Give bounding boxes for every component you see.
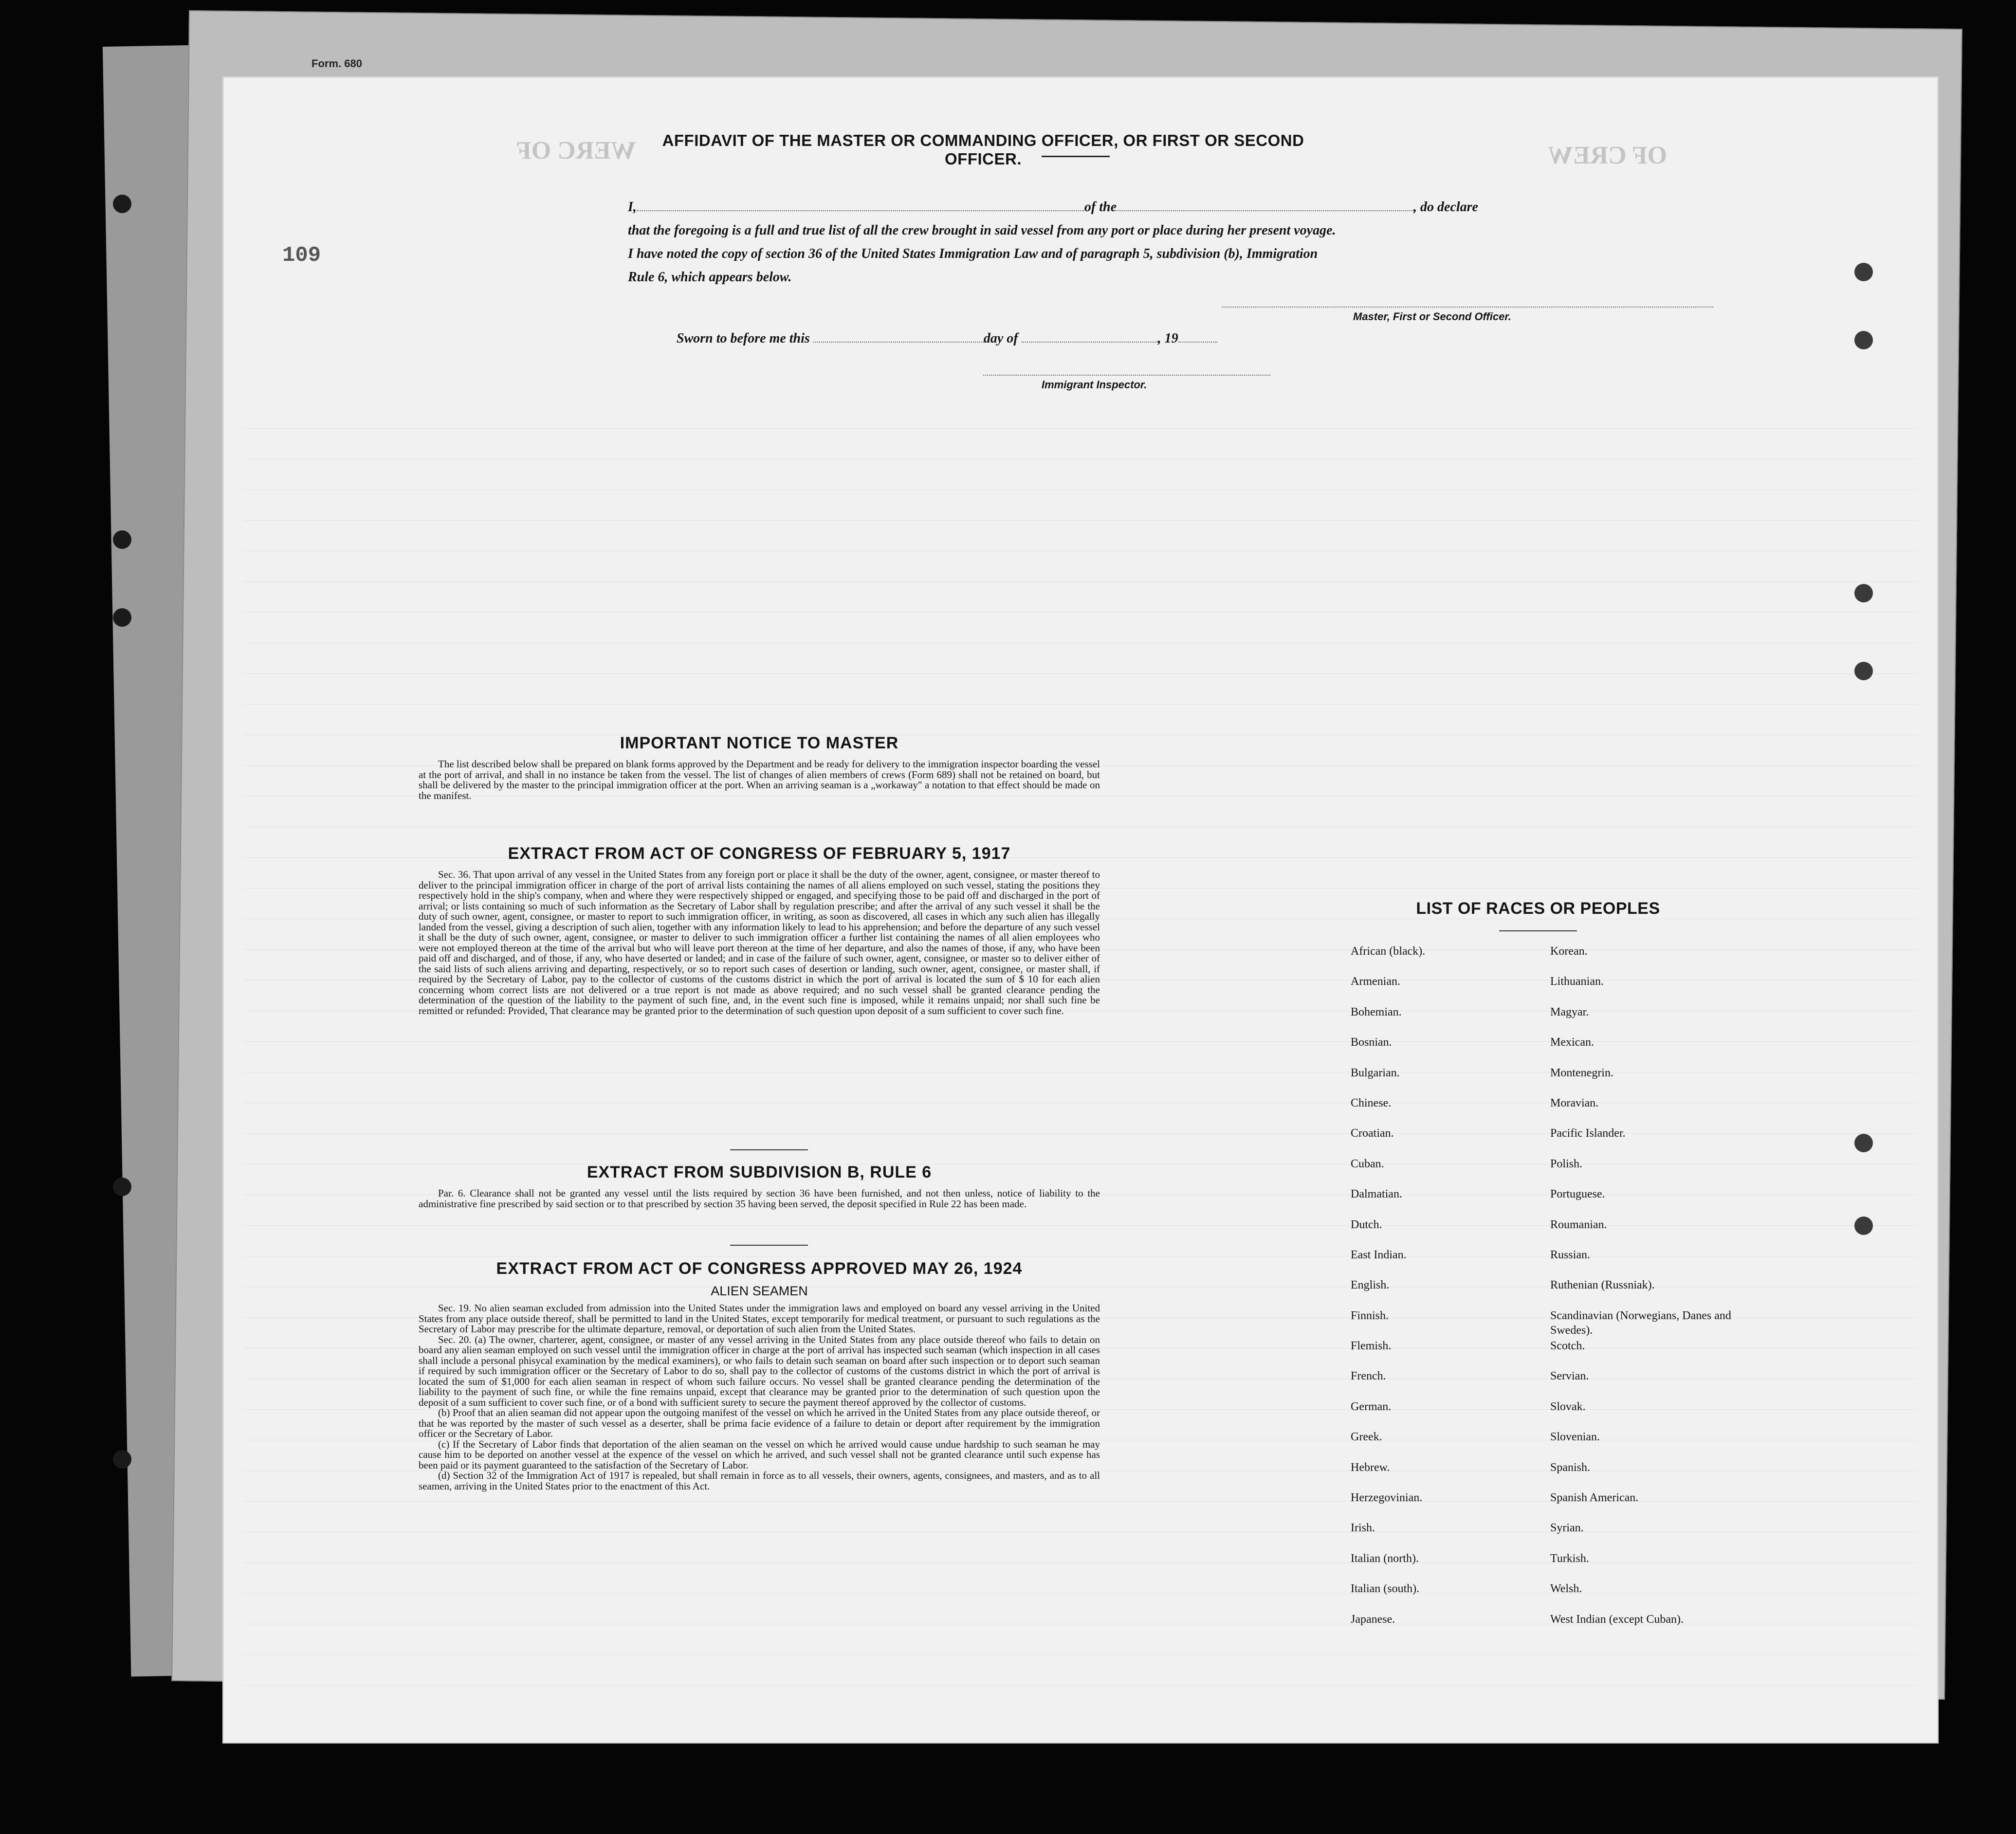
rule-6-body — [419, 1188, 1100, 1209]
race-item: Japanese. — [1351, 1613, 1395, 1626]
punch-hole — [113, 1450, 131, 1469]
affidavit-title: AFFIDAVIT OF THE MASTER OR COMMANDING OFFICER, OR FIRST OR SECOND OFFICER. — [662, 131, 1304, 168]
race-item: Armenian. — [1351, 975, 1400, 988]
punch-hole — [1854, 331, 1873, 349]
ruled-line — [243, 612, 1918, 613]
punch-hole — [1854, 662, 1873, 680]
race-item: Spanish American. — [1550, 1491, 1639, 1505]
race-item: Korean. — [1550, 945, 1588, 958]
section-rule — [730, 1245, 808, 1246]
race-item: French. — [1351, 1370, 1386, 1383]
act-1924-sec-19: Sec. 19. No alien seaman excluded from admission into the United States under the immigration laws and employed on board any vessel arriving in the United States from any place outside thereof, shall be permitted to land in the United States, except temporarily for medical treatment, or pursuant to such regulations as the Secretary of Labor may prescribe for the ultimate departure, removal, or deportation of such alien from the United States. — [419, 1302, 1100, 1335]
race-item: Dalmatian. — [1351, 1188, 1402, 1201]
race-item: German. — [1351, 1400, 1392, 1413]
notice-body — [419, 759, 1100, 801]
race-item: Mexican. — [1550, 1036, 1594, 1049]
act-1917-paragraph: Sec. 36. That upon arrival of any vessel in the United States from any foreign port or place it shall be the duty of the owner, agent, consignee, or master thereof to deliver to the principal immigration officer in charge of the port of arrival lists containing the names of all aliens employed on such vessel, stating the positions they respectively hold in the ship's company, when and where they were respectively shipped or engaged, and specifying those to be paid off and discharged in the port of arrival; or lists containing so much of such information as the Secretary of Labor shall by regulation prescribe; and after the arrival of any such vessel it shall be the duty of such owner, agent, consignee, or master to report to such immigration officer, in writing, as soon as discovered, all cases in which any such alien has illegally landed from the vessel, giving a description of such alien, together with any information likely to lead to his apprehension; and before the departure of any such vessel it shall be the duty of such owner, agent, consignee, or master to deliver to such immigration officer a further list containing the names of all alien employees who were not employed thereon at the time of the arrival but who will leave port thereon at the time of her departure, and also the names of those, if any, who have been paid off and discharged, and of those, if any, who have deserted or landed; and in case of the failure of such owner, agent, consignee, or master so to deliver either of the said lists of such aliens arriving and departing, respectively, or so to report such cases of desertion or landing, such owner, agent, consignee, or master shall, if required by the Secretary of Labor, pay to the collector of customs of the customs district in which the port of arrival is located the sum of $ 10 for each alien concerning whom correct lists are not delivered or a true report is not made as above required; and no such vessel shall be granted clearance pending the determination of the question of the liability to the payment of such fine, and, in the event such fine is imposed, while it remains unpaid; nor shall such fine be remitted or refunded: Provided, That clearance may be granted prior to the determination of such question upon deposit of a sum sufficient to cover such fine. — [419, 869, 1100, 1017]
punch-hole — [113, 195, 131, 213]
race-item: Welsh. — [1550, 1582, 1582, 1596]
race-item: East Indian. — [1351, 1248, 1407, 1261]
race-item: Magyar. — [1550, 1005, 1589, 1018]
punch-hole — [1854, 584, 1873, 602]
race-item: Turkish. — [1550, 1552, 1589, 1565]
race-item: Herzegovinian. — [1351, 1491, 1423, 1505]
rule-6-title: EXTRACT FROM SUBDIVISION B, RULE 6 — [586, 1163, 932, 1181]
race-item: Pacific Islander. — [1550, 1127, 1626, 1140]
section-rule — [730, 1149, 808, 1150]
notice-title: IMPORTANT NOTICE TO MASTER — [620, 734, 899, 752]
races-left-column — [1351, 944, 1555, 1642]
race-item: Bohemian. — [1351, 1005, 1402, 1018]
race-item: English. — [1351, 1279, 1390, 1292]
bleed-through-page-number: 109 — [282, 243, 321, 268]
race-item: Chinese. — [1351, 1096, 1392, 1109]
act-1924-subtitle: ALIEN SEAMEN — [711, 1284, 808, 1298]
race-item: Montenegrin. — [1550, 1066, 1613, 1079]
race-item: Roumanian. — [1550, 1218, 1607, 1231]
race-item: Hebrew. — [1351, 1461, 1390, 1474]
bleed-through-title-right: OF CREW — [1548, 142, 1668, 169]
race-item: West Indian (except Cuban). — [1550, 1613, 1684, 1626]
punch-hole — [113, 1178, 131, 1196]
act-1924-body — [419, 1303, 1100, 1491]
race-item: Italian (south). — [1351, 1582, 1420, 1596]
inspector-signature-label: Immigrant Inspector. — [1042, 379, 1147, 391]
act-1924-title: EXTRACT FROM ACT OF CONGRESS APPROVED MAY 26, 1924 — [496, 1259, 1023, 1278]
race-item: Cuban. — [1351, 1157, 1384, 1170]
ruled-line — [243, 673, 1918, 674]
affidavit-title-rule — [1042, 156, 1110, 157]
form-number: Form. 680 — [312, 57, 362, 70]
race-item: Syrian. — [1550, 1522, 1584, 1535]
notice-paragraph: The list described below shall be prepared on blank forms approved by the Department and be ready for delivery to the immigration inspector boarding the vessel at the port of arrival, and shall in no instance be taken from the vessel. The list of changes of alien members of crews (Form 689) shall not be retained on board, but shall be delivered by the master to the principal immigration officer at the port. When an arriving seaman is a „workaway" a notation to that effect should be made on the manifest. — [419, 758, 1100, 801]
race-item: Servian. — [1550, 1370, 1589, 1383]
race-item: Portuguese. — [1550, 1188, 1605, 1201]
race-item: Slovak. — [1550, 1400, 1586, 1413]
act-1917-title: EXTRACT FROM ACT OF CONGRESS OF FEBRUARY 5, 1917 — [508, 844, 1011, 863]
act-1924-sec-20d: (d) Section 32 of the Immigration Act of 1917 is repealed, but shall remain in force as to all vessels, their owners, agents, consignees, and masters, and as to all seamen, arriving in the United States prior to the enactment of this Act. — [419, 1470, 1100, 1492]
ruled-line — [243, 428, 1918, 429]
ruled-line — [243, 520, 1918, 521]
act-1924-sec-20c: (c) If the Secretary of Labor finds that deportation of the alien seaman on the vessel on which he arrived would cause undue hardship to such seaman he may cause him to be deported on another vessel at the expence of the vessel on which he arrived, and such vessel shall not be granted clearance until such expense has been paid or its payment guaranteed to the satisfaction of the Secretary of Labor. — [419, 1438, 1100, 1471]
act-1917-body — [419, 870, 1100, 1016]
race-item: Bosnian. — [1351, 1036, 1392, 1049]
ruled-line — [243, 581, 1918, 582]
races-title-rule — [1499, 930, 1577, 931]
affidavit-page — [224, 78, 1937, 1742]
affidavit-line-4: Rule 6, which appears below. — [628, 270, 792, 285]
master-signature-line — [1222, 307, 1713, 308]
race-item: Scotch. — [1550, 1340, 1585, 1353]
race-item: Flemish. — [1351, 1340, 1392, 1353]
race-item: Irish. — [1351, 1522, 1375, 1535]
bleed-through-title-left: WERC OF — [516, 137, 636, 164]
sworn-line: Sworn to before me this day of , 19 — [677, 331, 1217, 346]
race-item: Moravian. — [1550, 1096, 1599, 1109]
races-title: LIST OF RACES OR PEOPLES — [1416, 899, 1660, 918]
affidavit-line-3: I have noted the copy of section 36 of the United States Immigration Law and of paragraph 5, subdivision (b), Immigration — [628, 246, 1318, 261]
act-1924-sec-20b: (b) Proof that an alien seaman did not appear upon the outgoing manifest of the vessel on which he arrived in the United States from any place outside thereof, or that he was reported by the master of such vessel as a deserter, shall be prima facie evidence of a failure to detain or deport after requirement by the immigration officer or the Secretary of Labor. — [419, 1407, 1100, 1439]
race-item: Russian. — [1550, 1248, 1591, 1261]
race-item: Ruthenian (Russniak). — [1550, 1279, 1655, 1292]
race-item: Croatian. — [1351, 1127, 1394, 1140]
race-item: Finnish. — [1351, 1309, 1389, 1322]
race-item: Spanish. — [1550, 1461, 1591, 1474]
race-item: Dutch. — [1351, 1218, 1382, 1231]
affidavit-line-2: that the foregoing is a full and true list of all the crew brought in said vessel from any port or place during her present voyage. — [628, 223, 1336, 238]
race-item: Lithuanian. — [1550, 975, 1604, 988]
race-item: Polish. — [1550, 1157, 1583, 1170]
punch-hole — [113, 530, 131, 549]
race-item: Slovenian. — [1550, 1431, 1600, 1444]
race-item: Scandinavian (Norwegians, Danes and Swedes). — [1550, 1309, 1731, 1337]
race-item: Bulgarian. — [1351, 1066, 1400, 1079]
race-item: Italian (north). — [1351, 1552, 1419, 1565]
ruled-line — [243, 704, 1918, 705]
punch-hole — [113, 608, 131, 627]
rule-6-paragraph: Par. 6. Clearance shall not be granted any vessel until the lists required by section 36 have been furnished, and not then unless, notice of liability to the administrative fine prescribed by said section or to that prescribed by section 35 having been served, the deposit specified in Rule 22 has been made. — [419, 1187, 1100, 1210]
races-right-column — [1550, 944, 1755, 1642]
act-1924-sec-20a: Sec. 20. (a) The owner, charterer, agent, consignee, or master of any vessel arriving in the United States from any place outside thereof who fails to detain on board any alien seaman employed on such vessel until the immigration officer in charge at the port of arrival has inspected such seaman (which inspection in all cases shall include a personal phisycal examination by the medical examiners), or who fails to detain such seaman on board after such inspection or to deport such seaman if required by such immigration officer or the Secretary of Labor to do so, shall pay to the collector of customs of the customs district in which the port of arrival is located the sum of $1,000 for each alien seaman in respect of whom such failure occurs. No vessel shall be granted clearance pending the determination of the liability to the payment of such fine, or while the fine remains unpaid, except that clearance may be granted prior to the determination of such question upon the deposit of a sum sufficient to cover such fine, or of a bond with sufficient surety to secure the payment thereof approved by the collector of customs. — [419, 1333, 1100, 1408]
race-item: African (black). — [1351, 945, 1426, 958]
ruled-line — [243, 1654, 1918, 1655]
master-signature-label: Master, First or Second Officer. — [1353, 310, 1511, 323]
affidavit-declaration-line: I, of the , do declare — [628, 200, 1478, 215]
ruled-line — [243, 1685, 1918, 1686]
race-item: Greek. — [1351, 1431, 1382, 1444]
punch-hole — [1854, 1217, 1873, 1235]
punch-hole — [1854, 1134, 1873, 1152]
inspector-signature-line — [983, 375, 1270, 376]
punch-hole — [1854, 263, 1873, 281]
